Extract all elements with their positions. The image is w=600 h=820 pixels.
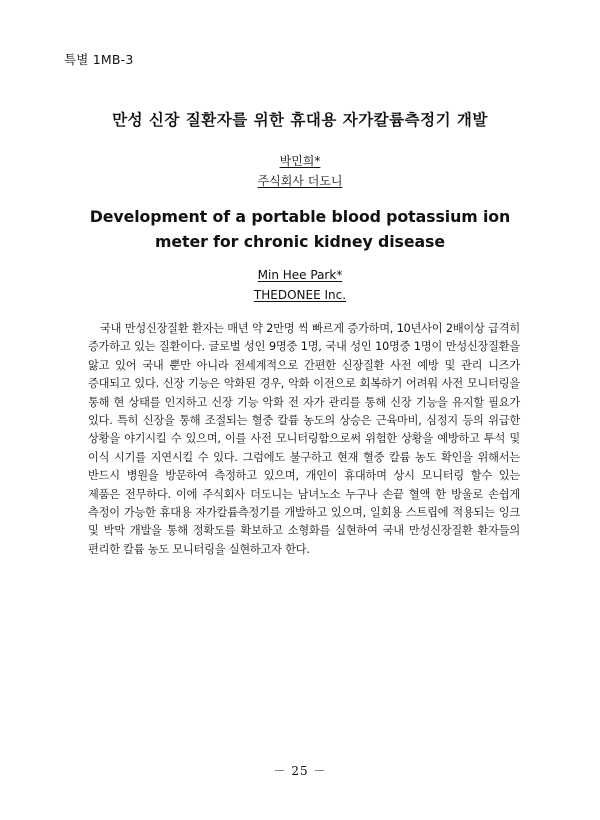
session-code: 특별 1MB-3 xyxy=(64,52,134,67)
author-english-name: Min Hee Park* xyxy=(257,268,343,282)
author-korean xyxy=(0,152,600,169)
paper-title-english: Development of a portable blood potassium ion meter for chronic kidney disease xyxy=(89,207,511,251)
author-korean-name: 박민희* xyxy=(279,154,321,168)
affiliation-english-name: THEDONEE Inc. xyxy=(253,288,347,302)
paper-title-korean: 만성 신장 질환자를 위한 휴대용 자가칼륨측정기 개발 xyxy=(112,111,488,129)
affiliation-english xyxy=(0,288,600,302)
affiliation-korean xyxy=(0,172,600,189)
author-english xyxy=(0,268,600,282)
page-number: － 25 － xyxy=(273,764,327,778)
abstract-paragraph: 국내 만성신장질환 환자는 매년 약 2만명 씩 빠르게 증가하며, 10년사이 2배이상 급격히 증가하고 있는 질환이다. 글로벌 성인 9명중 1명, 국내 성인 10명중 1명이 만성신장질환을 앓고 있어 국내 뿐만 아니라 전세계적으로 간편한 신장질환 사전 예방 및 관리 니즈가 증대되고 있다. 신장 기능은 악화된 경우, 악화 이전으로 회복하기 어려워 사전 모니터링을 통해 현 상태를 인지하고 신장 기능 악화 전 자가 관리를 통해 신장 기능을 유지할 필요가 있다. 특히 신장을 통해 조절되는 혈중 칼륨 농도의 상승은 근육마비, 심정지 등의 위급한 상황을 야기시킬 수 있으며, 이를 사전 모니터링함으로써 위험한 상황을 예방하고 투석 및 이식 시기를 지연시킬 수 있다. 그럼에도 불구하고 현재 혈중 칼륨 농도 확인을 위해서는 반드시 병원을 방문하여 측정하고 있으며, 개인이 휴대하며 상시 모니터링 할수 있는 제품은 전무하다. 이에 주식회사 더도니는 남녀노소 누구나 손끝 혈액 한 방울로 손쉽게 측정이 가능한 휴대용 자가칼륨측정기를 개발하고 있으며, 일회용 스트립에 적용되는 잉크 및 박막 개발을 통해 정확도를 확보하고 소형화를 실현하여 국내 만성신장질환 환자들의 편리한 칼륨 농도 모니터링을 실현하고자 한다. xyxy=(88,322,520,556)
affiliation-korean-name: 주식회사 더도니 xyxy=(257,174,343,188)
